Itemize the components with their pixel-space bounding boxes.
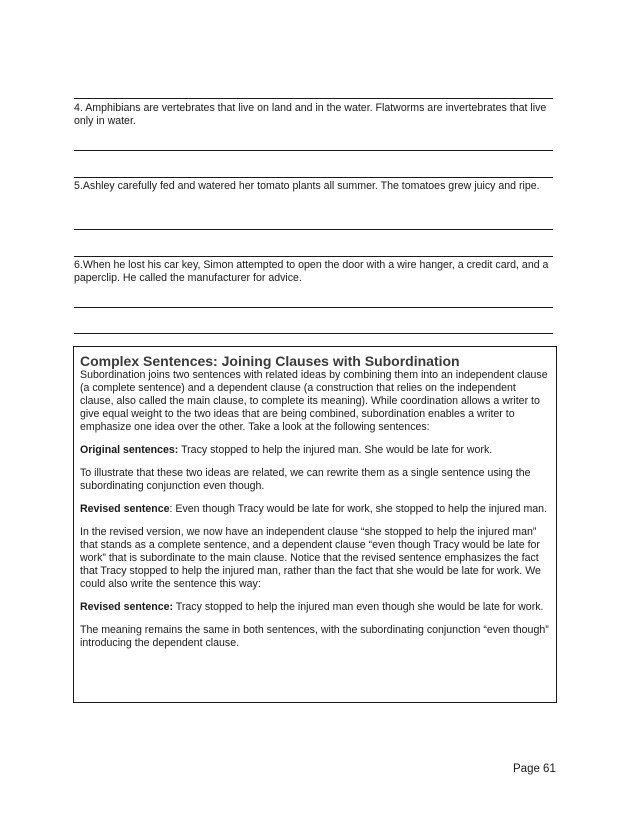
illustrate-paragraph: To illustrate that these two ideas are related, we can rewrite them as a single sentence using the subordinating conjunction even though. (80, 467, 531, 492)
revised-1-label: Revised sentence (80, 503, 170, 515)
revised-sentence-2-paragraph (80, 601, 549, 614)
revised-1-text: : Even though Tracy would be late for work, she stopped to help the injured man. (169, 503, 547, 515)
rule-line (74, 98, 553, 99)
box-title: Complex Sentences: Joining Clauses with Subordination (80, 353, 460, 369)
exercise-4-text: 4. Amphibians are vertebrates that live on land and in the water. Flatworms are invertebrates that live only in water. (74, 102, 547, 127)
explanation-box (73, 346, 557, 703)
page-number: Page 61 (513, 763, 556, 775)
conclusion-paragraph: The meaning remains the same in both sentences, with the subordinating conjunction “even though” introducing the dependent clause. (80, 624, 549, 649)
revised-2-text: Tracy stopped to help the injured man even though she would be late for work. (173, 601, 544, 613)
exercise-5-text: 5.Ashley carefully fed and watered her tomato plants all summer. The tomatoes grew juicy and ripe. (74, 180, 540, 192)
revised-sentence-1-paragraph (80, 503, 549, 516)
original-text: Tracy stopped to help the injured man. She would be late for work. (178, 444, 493, 456)
revised-2-label: Revised sentence: (80, 601, 174, 613)
answer-line (74, 229, 553, 230)
answer-line (74, 333, 553, 334)
original-label: Original sentences: (80, 444, 179, 456)
answer-line (74, 150, 553, 151)
original-sentence-paragraph (80, 444, 549, 457)
answer-line (74, 307, 553, 308)
exercise-6-text: 6.When he lost his car key, Simon attempted to open the door with a wire hanger, a credit card, and a paperclip. He called the manufacturer for advice. (74, 259, 549, 284)
rule-line (74, 177, 553, 178)
explanation-paragraph: In the revised version, we now have an independent clause “she stopped to help the injured man” that stands as a complete sentence, and a dependent clause “even though Tracy would be late for work” that is subordinate to the main clause. Notice that the revised sentence emphasizes the fact that Tracy stopped to help the injured man, rather than the fact that she would be late for work. We could also write the sentence this way: (80, 526, 541, 590)
intro-paragraph: Subordination joins two sentences with related ideas by combining them into an independent clause (a complete sentence) and a dependent clause (a construction that relies on the independent clause, also called the main clause, to complete its meaning). While coordination allows a writer to give equal weight to the two ideas that are being combined, subordination enables a writer to emphasize one idea over the other. Take a look at the following sentences: (80, 369, 548, 433)
rule-line (74, 256, 553, 257)
